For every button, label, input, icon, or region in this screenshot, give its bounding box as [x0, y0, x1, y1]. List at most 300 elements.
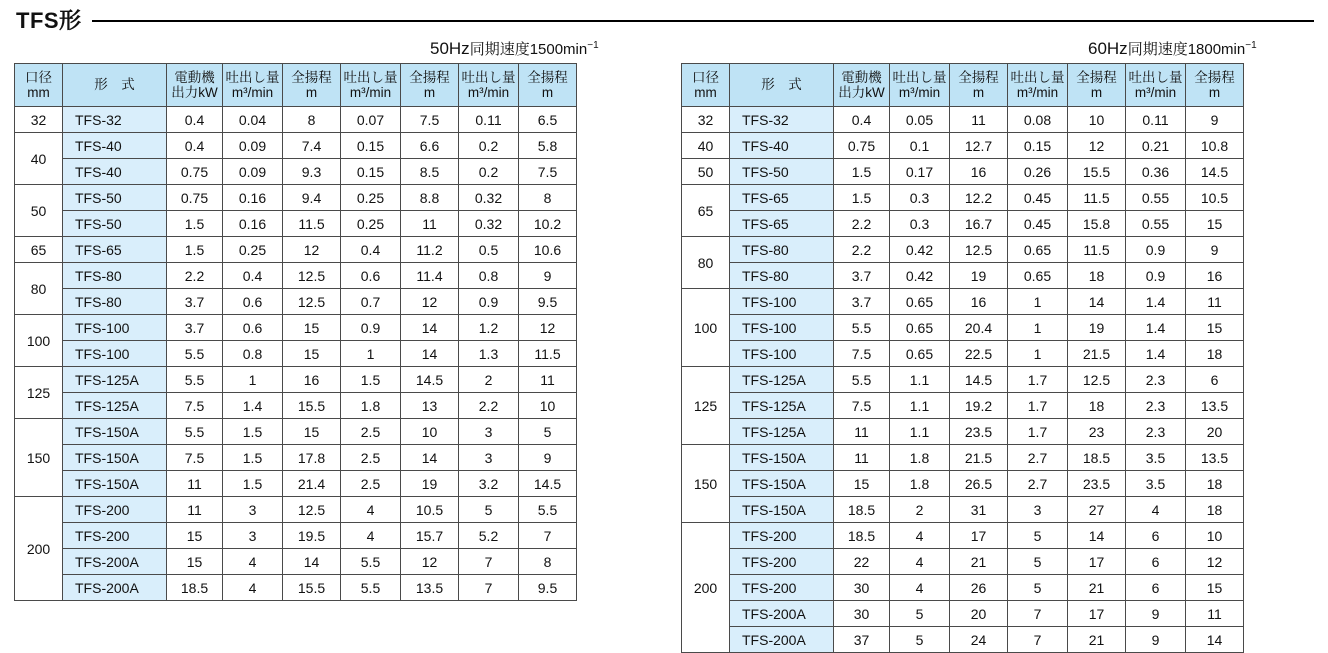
cell-flow-1: 0.8 — [223, 341, 283, 367]
cell-flow-2: 0.9 — [341, 315, 401, 341]
caption-speed: 同期速度1500min — [469, 41, 588, 58]
table-body — [682, 107, 1244, 653]
table-row — [682, 471, 1244, 497]
cell-motor-output: 30 — [834, 575, 890, 601]
cell-head-3: 11 — [519, 367, 577, 393]
cell-flow-1: 0.17 — [890, 159, 950, 185]
cell-head-1: 11.5 — [283, 211, 341, 237]
cell-flow-2: 0.65 — [1008, 237, 1068, 263]
cell-flow-3: 2.2 — [459, 393, 519, 419]
cell-model: TFS-65 — [730, 185, 834, 211]
caption-hz: 50Hz — [430, 39, 470, 58]
cell-flow-1: 1.8 — [890, 471, 950, 497]
cell-flow-1: 1.5 — [223, 445, 283, 471]
cell-head-3: 9 — [1186, 107, 1244, 133]
cell-head-2: 18 — [1068, 393, 1126, 419]
cell-model: TFS-200 — [63, 497, 167, 523]
cell-head-2: 14 — [1068, 289, 1126, 315]
cell-head-1: 12.2 — [950, 185, 1008, 211]
cell-diameter: 100 — [682, 289, 730, 367]
cell-head-3: 9 — [519, 445, 577, 471]
table-row — [15, 419, 577, 445]
cell-diameter: 150 — [682, 445, 730, 523]
cell-flow-2: 2.5 — [341, 419, 401, 445]
cell-motor-output: 0.4 — [834, 107, 890, 133]
cell-head-1: 11 — [950, 107, 1008, 133]
cell-head-3: 20 — [1186, 419, 1244, 445]
cell-head-3: 6.5 — [519, 107, 577, 133]
cell-model: TFS-65 — [63, 237, 167, 263]
cell-motor-output: 15 — [167, 523, 223, 549]
cell-flow-1: 5 — [890, 601, 950, 627]
cell-head-2: 12 — [1068, 133, 1126, 159]
cell-flow-2: 2.7 — [1008, 471, 1068, 497]
cell-motor-output: 5.5 — [834, 315, 890, 341]
cell-head-1: 12 — [283, 237, 341, 263]
cell-diameter: 150 — [15, 419, 63, 497]
cell-head-1: 16 — [950, 159, 1008, 185]
header-head-3: 全揚程 m — [519, 64, 577, 107]
cell-flow-1: 0.42 — [890, 263, 950, 289]
cell-diameter: 200 — [15, 497, 63, 601]
table-row — [15, 497, 577, 523]
table-row — [15, 107, 577, 133]
cell-head-1: 23.5 — [950, 419, 1008, 445]
cell-flow-1: 1.5 — [223, 471, 283, 497]
header-model: 形 式 — [63, 64, 167, 107]
cell-flow-3: 2.3 — [1126, 393, 1186, 419]
cell-flow-2: 0.15 — [341, 133, 401, 159]
cell-motor-output: 15 — [167, 549, 223, 575]
table-header-row — [682, 64, 1244, 107]
cell-head-3: 11 — [1186, 289, 1244, 315]
cell-diameter: 65 — [682, 185, 730, 237]
cell-head-2: 14.5 — [401, 367, 459, 393]
cell-flow-2: 0.4 — [341, 237, 401, 263]
cell-flow-1: 0.4 — [223, 263, 283, 289]
cell-head-2: 11.5 — [1068, 185, 1126, 211]
cell-flow-2: 5.5 — [341, 549, 401, 575]
cell-model: TFS-50 — [63, 211, 167, 237]
cell-flow-3: 0.9 — [1126, 237, 1186, 263]
cell-flow-2: 0.15 — [1008, 133, 1068, 159]
table-row — [682, 185, 1244, 211]
cell-flow-2: 2.5 — [341, 445, 401, 471]
table-row — [682, 497, 1244, 523]
cell-head-1: 15 — [283, 315, 341, 341]
cell-head-1: 9.4 — [283, 185, 341, 211]
table-row — [682, 393, 1244, 419]
cell-diameter: 65 — [15, 237, 63, 263]
cell-flow-2: 5 — [1008, 523, 1068, 549]
cell-model: TFS-200 — [63, 523, 167, 549]
cell-model: TFS-150A — [730, 445, 834, 471]
table-header-row — [15, 64, 577, 107]
cell-head-2: 13.5 — [401, 575, 459, 601]
cell-flow-1: 4 — [890, 575, 950, 601]
cell-head-3: 7.5 — [519, 159, 577, 185]
cell-head-2: 10 — [1068, 107, 1126, 133]
cell-head-1: 12.5 — [283, 289, 341, 315]
cell-flow-3: 1.2 — [459, 315, 519, 341]
cell-head-1: 26 — [950, 575, 1008, 601]
cell-flow-3: 3 — [459, 419, 519, 445]
caption-hz: 60Hz — [1088, 39, 1128, 58]
table-row — [15, 185, 577, 211]
cell-flow-2: 4 — [341, 523, 401, 549]
cell-head-1: 31 — [950, 497, 1008, 523]
cell-head-1: 26.5 — [950, 471, 1008, 497]
cell-flow-1: 0.65 — [890, 289, 950, 315]
cell-head-3: 14 — [1186, 627, 1244, 653]
cell-model: TFS-40 — [63, 159, 167, 185]
cell-model: TFS-100 — [730, 341, 834, 367]
cell-head-3: 5.5 — [519, 497, 577, 523]
cell-flow-2: 1.7 — [1008, 367, 1068, 393]
cell-head-1: 17 — [950, 523, 1008, 549]
cell-flow-3: 7 — [459, 575, 519, 601]
cell-head-3: 10 — [519, 393, 577, 419]
cell-flow-2: 0.07 — [341, 107, 401, 133]
cell-motor-output: 7.5 — [167, 445, 223, 471]
cell-head-3: 9.5 — [519, 575, 577, 601]
cell-head-3: 18 — [1186, 341, 1244, 367]
table-row — [15, 549, 577, 575]
cell-head-3: 9 — [519, 263, 577, 289]
cell-flow-1: 2 — [890, 497, 950, 523]
cell-head-2: 17 — [1068, 549, 1126, 575]
cell-head-1: 12.5 — [283, 263, 341, 289]
cell-flow-3: 3.5 — [1126, 471, 1186, 497]
cell-head-1: 19.5 — [283, 523, 341, 549]
table-row — [682, 211, 1244, 237]
cell-flow-3: 0.2 — [459, 159, 519, 185]
cell-flow-3: 5.2 — [459, 523, 519, 549]
cell-head-3: 11.5 — [519, 341, 577, 367]
cell-model: TFS-32 — [63, 107, 167, 133]
cell-flow-3: 2.3 — [1126, 419, 1186, 445]
cell-head-3: 8 — [519, 549, 577, 575]
cell-motor-output: 0.4 — [167, 107, 223, 133]
header-flow-2: 吐出し量 m³/min — [1008, 64, 1068, 107]
cell-flow-2: 5 — [1008, 549, 1068, 575]
cell-head-2: 10 — [401, 419, 459, 445]
cell-model: TFS-100 — [63, 315, 167, 341]
cell-flow-1: 1.1 — [890, 419, 950, 445]
cell-motor-output: 18.5 — [834, 497, 890, 523]
cell-head-1: 12.7 — [950, 133, 1008, 159]
cell-motor-output: 3.7 — [834, 289, 890, 315]
cell-head-3: 16 — [1186, 263, 1244, 289]
cell-model: TFS-80 — [63, 263, 167, 289]
cell-head-1: 16 — [283, 367, 341, 393]
cell-flow-2: 1 — [1008, 341, 1068, 367]
table-row — [15, 133, 577, 159]
cell-head-3: 18 — [1186, 497, 1244, 523]
spec-table-50hz — [14, 63, 577, 601]
table-row — [15, 289, 577, 315]
cell-diameter: 125 — [682, 367, 730, 445]
header-flow-3: 吐出し量 m³/min — [1126, 64, 1186, 107]
cell-head-3: 12 — [519, 315, 577, 341]
table-row — [15, 211, 577, 237]
cell-head-3: 12 — [1186, 549, 1244, 575]
cell-model: TFS-125A — [730, 393, 834, 419]
header-head-2: 全揚程 m — [401, 64, 459, 107]
cell-flow-1: 0.25 — [223, 237, 283, 263]
table-row — [682, 523, 1244, 549]
cell-flow-1: 0.42 — [890, 237, 950, 263]
cell-head-3: 14.5 — [519, 471, 577, 497]
cell-flow-1: 0.6 — [223, 315, 283, 341]
cell-motor-output: 5.5 — [834, 367, 890, 393]
cell-flow-2: 1.8 — [341, 393, 401, 419]
cell-head-2: 14 — [401, 315, 459, 341]
table-row — [15, 367, 577, 393]
table-row — [15, 263, 577, 289]
cell-head-2: 11 — [401, 211, 459, 237]
cell-head-1: 15 — [283, 341, 341, 367]
cell-flow-3: 0.55 — [1126, 211, 1186, 237]
cell-flow-3: 6 — [1126, 575, 1186, 601]
cell-diameter: 40 — [682, 133, 730, 159]
cell-diameter: 50 — [682, 159, 730, 185]
table-row — [15, 471, 577, 497]
cell-flow-2: 0.15 — [341, 159, 401, 185]
cell-model: TFS-65 — [730, 211, 834, 237]
cell-flow-1: 5 — [890, 627, 950, 653]
cell-flow-2: 1 — [341, 341, 401, 367]
cell-flow-1: 1.1 — [890, 393, 950, 419]
cell-flow-2: 7 — [1008, 601, 1068, 627]
cell-flow-2: 5 — [1008, 575, 1068, 601]
cell-head-2: 18 — [1068, 263, 1126, 289]
cell-motor-output: 18.5 — [167, 575, 223, 601]
cell-flow-1: 0.65 — [890, 341, 950, 367]
cell-head-2: 14 — [1068, 523, 1126, 549]
title-divider — [92, 20, 1314, 22]
cell-flow-3: 0.11 — [459, 107, 519, 133]
cell-head-3: 18 — [1186, 471, 1244, 497]
cell-motor-output: 0.75 — [167, 185, 223, 211]
cell-head-1: 8 — [283, 107, 341, 133]
cell-flow-2: 0.7 — [341, 289, 401, 315]
cell-flow-1: 1.5 — [223, 419, 283, 445]
cell-model: TFS-100 — [730, 315, 834, 341]
cell-flow-3: 0.32 — [459, 185, 519, 211]
cell-head-2: 12 — [401, 289, 459, 315]
cell-head-3: 13.5 — [1186, 445, 1244, 471]
cell-model: TFS-40 — [63, 133, 167, 159]
cell-head-2: 15.8 — [1068, 211, 1126, 237]
cell-head-3: 14.5 — [1186, 159, 1244, 185]
cell-head-3: 15 — [1186, 315, 1244, 341]
cell-flow-2: 7 — [1008, 627, 1068, 653]
cell-flow-1: 0.16 — [223, 185, 283, 211]
cell-head-3: 6 — [1186, 367, 1244, 393]
cell-flow-3: 0.5 — [459, 237, 519, 263]
cell-head-2: 6.6 — [401, 133, 459, 159]
cell-head-1: 16 — [950, 289, 1008, 315]
cell-diameter: 40 — [15, 133, 63, 185]
cell-motor-output: 11 — [167, 497, 223, 523]
table-row — [682, 367, 1244, 393]
table-row — [682, 601, 1244, 627]
cell-flow-1: 0.05 — [890, 107, 950, 133]
cell-flow-1: 0.3 — [890, 211, 950, 237]
cell-head-2: 12.5 — [1068, 367, 1126, 393]
header-motor-output: 電動機 出力kW — [167, 64, 223, 107]
cell-head-1: 22.5 — [950, 341, 1008, 367]
table-row — [682, 445, 1244, 471]
cell-model: TFS-200A — [63, 575, 167, 601]
cell-flow-2: 0.26 — [1008, 159, 1068, 185]
cell-head-1: 21.5 — [950, 445, 1008, 471]
cell-motor-output: 0.4 — [167, 133, 223, 159]
table-row — [15, 341, 577, 367]
cell-head-3: 10.6 — [519, 237, 577, 263]
cell-head-1: 14 — [283, 549, 341, 575]
cell-head-1: 15.5 — [283, 393, 341, 419]
cell-head-2: 19 — [401, 471, 459, 497]
cell-flow-3: 2.3 — [1126, 367, 1186, 393]
cell-model: TFS-50 — [730, 159, 834, 185]
cell-flow-1: 1.8 — [890, 445, 950, 471]
cell-flow-1: 0.16 — [223, 211, 283, 237]
cell-flow-3: 4 — [1126, 497, 1186, 523]
cell-model: TFS-100 — [730, 289, 834, 315]
cell-head-1: 14.5 — [950, 367, 1008, 393]
cell-flow-1: 0.65 — [890, 315, 950, 341]
cell-head-3: 9 — [1186, 237, 1244, 263]
cell-flow-1: 1.4 — [223, 393, 283, 419]
cell-head-2: 18.5 — [1068, 445, 1126, 471]
cell-flow-1: 0.3 — [890, 185, 950, 211]
table-row — [15, 523, 577, 549]
cell-motor-output: 5.5 — [167, 419, 223, 445]
cell-diameter: 32 — [15, 107, 63, 133]
cell-motor-output: 7.5 — [834, 341, 890, 367]
cell-head-3: 15 — [1186, 575, 1244, 601]
cell-flow-3: 6 — [1126, 523, 1186, 549]
cell-flow-1: 0.6 — [223, 289, 283, 315]
cell-flow-1: 4 — [223, 549, 283, 575]
cell-model: TFS-125A — [730, 367, 834, 393]
cell-head-2: 21 — [1068, 575, 1126, 601]
cell-head-2: 11.2 — [401, 237, 459, 263]
table-row — [682, 263, 1244, 289]
cell-flow-3: 0.2 — [459, 133, 519, 159]
cell-head-3: 5.8 — [519, 133, 577, 159]
cell-head-1: 12.5 — [950, 237, 1008, 263]
cell-head-2: 14 — [401, 445, 459, 471]
cell-motor-output: 1.5 — [834, 185, 890, 211]
cell-flow-3: 1.4 — [1126, 315, 1186, 341]
cell-head-1: 19.2 — [950, 393, 1008, 419]
cell-motor-output: 30 — [834, 601, 890, 627]
cell-head-3: 15 — [1186, 211, 1244, 237]
cell-flow-3: 1.4 — [1126, 341, 1186, 367]
header-diameter: 口径 mm — [15, 64, 63, 107]
cell-motor-output: 5.5 — [167, 367, 223, 393]
cell-flow-3: 3.2 — [459, 471, 519, 497]
cell-flow-1: 1.1 — [890, 367, 950, 393]
cell-diameter: 100 — [15, 315, 63, 367]
cell-motor-output: 15 — [834, 471, 890, 497]
cell-head-1: 21.4 — [283, 471, 341, 497]
cell-flow-2: 4 — [341, 497, 401, 523]
header-flow-1: 吐出し量 m³/min — [890, 64, 950, 107]
header-flow-3: 吐出し量 m³/min — [459, 64, 519, 107]
cell-flow-1: 4 — [890, 523, 950, 549]
cell-head-2: 7.5 — [401, 107, 459, 133]
cell-motor-output: 2.2 — [167, 263, 223, 289]
cell-head-2: 13 — [401, 393, 459, 419]
cell-flow-2: 0.25 — [341, 211, 401, 237]
cell-head-1: 15 — [283, 419, 341, 445]
table-row — [15, 159, 577, 185]
table-body — [15, 107, 577, 601]
cell-head-2: 15.7 — [401, 523, 459, 549]
cell-model: TFS-50 — [63, 185, 167, 211]
cell-head-2: 8.5 — [401, 159, 459, 185]
cell-flow-2: 2.7 — [1008, 445, 1068, 471]
cell-head-2: 21.5 — [1068, 341, 1126, 367]
cell-motor-output: 1.5 — [167, 237, 223, 263]
page-title: TFS形 — [16, 8, 82, 33]
table-row — [682, 575, 1244, 601]
header-head-1: 全揚程 m — [950, 64, 1008, 107]
table-head — [15, 64, 577, 107]
page-title-row — [16, 4, 1314, 35]
table-row — [15, 445, 577, 471]
header-flow-1: 吐出し量 m³/min — [223, 64, 283, 107]
cell-flow-3: 0.9 — [1126, 263, 1186, 289]
cell-model: TFS-200 — [730, 575, 834, 601]
cell-model: TFS-200 — [730, 549, 834, 575]
table-row — [15, 575, 577, 601]
cell-flow-1: 1 — [223, 367, 283, 393]
cell-model: TFS-200 — [730, 523, 834, 549]
cell-motor-output: 0.75 — [834, 133, 890, 159]
cell-flow-1: 4 — [223, 575, 283, 601]
cell-flow-3: 0.11 — [1126, 107, 1186, 133]
cell-motor-output: 5.5 — [167, 341, 223, 367]
cell-model: TFS-125A — [730, 419, 834, 445]
cell-flow-2: 0.45 — [1008, 211, 1068, 237]
cell-flow-3: 9 — [1126, 627, 1186, 653]
cell-model: TFS-125A — [63, 367, 167, 393]
cell-head-2: 8.8 — [401, 185, 459, 211]
cell-head-3: 9.5 — [519, 289, 577, 315]
cell-motor-output: 3.7 — [167, 315, 223, 341]
spec-table-60hz — [681, 63, 1244, 653]
caption-50hz — [430, 38, 599, 59]
cell-flow-1: 4 — [890, 549, 950, 575]
cell-head-2: 10.5 — [401, 497, 459, 523]
cell-motor-output: 3.7 — [834, 263, 890, 289]
cell-head-2: 27 — [1068, 497, 1126, 523]
caption-60hz — [1088, 38, 1257, 59]
table-row — [682, 159, 1244, 185]
cell-head-1: 20.4 — [950, 315, 1008, 341]
cell-head-1: 12.5 — [283, 497, 341, 523]
cell-flow-3: 7 — [459, 549, 519, 575]
cell-motor-output: 18.5 — [834, 523, 890, 549]
cell-flow-2: 1 — [1008, 289, 1068, 315]
cell-motor-output: 1.5 — [167, 211, 223, 237]
cell-head-3: 10 — [1186, 523, 1244, 549]
